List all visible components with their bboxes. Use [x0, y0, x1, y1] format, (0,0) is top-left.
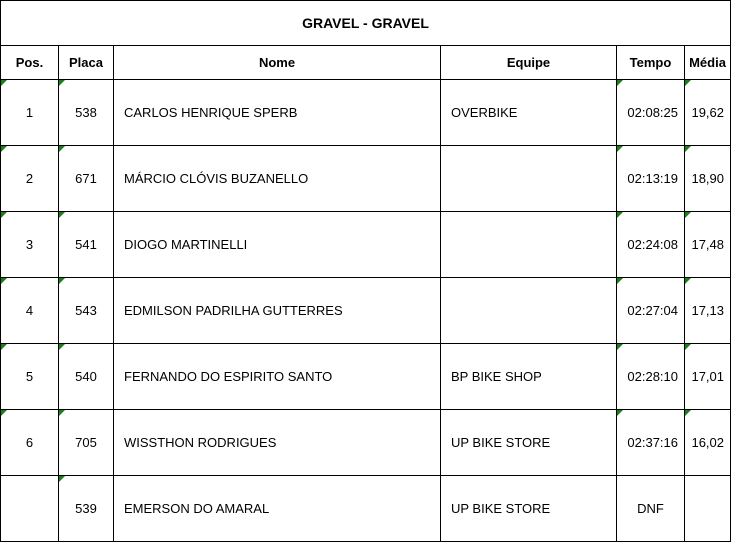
cell-nome: FERNANDO DO ESPIRITO SANTO [114, 344, 441, 410]
cell-equipe: OVERBIKE [441, 80, 617, 146]
cell-equipe: UP BIKE STORE [441, 476, 617, 542]
cell-pos: 5 [1, 344, 59, 410]
header-equipe: Equipe [441, 46, 617, 80]
cell-tempo: 02:08:25 [617, 80, 685, 146]
cell-media: 17,01 [685, 344, 731, 410]
cell-media: 19,62 [685, 80, 731, 146]
cell-placa: 671 [59, 146, 114, 212]
cell-media: 18,90 [685, 146, 731, 212]
cell-equipe [441, 146, 617, 212]
table-row [1, 476, 731, 542]
table-row [1, 212, 731, 278]
cell-placa: 705 [59, 410, 114, 476]
cell-pos: 4 [1, 278, 59, 344]
table-title: GRAVEL - GRAVEL [1, 1, 731, 46]
table-row [1, 278, 731, 344]
header-media: Média [685, 46, 731, 80]
cell-media: 16,02 [685, 410, 731, 476]
cell-pos: 3 [1, 212, 59, 278]
header-placa: Placa [59, 46, 114, 80]
cell-tempo: DNF [617, 476, 685, 542]
cell-tempo: 02:13:19 [617, 146, 685, 212]
cell-placa: 538 [59, 80, 114, 146]
cell-tempo: 02:24:08 [617, 212, 685, 278]
cell-equipe [441, 278, 617, 344]
cell-nome: DIOGO MARTINELLI [114, 212, 441, 278]
header-pos: Pos. [1, 46, 59, 80]
cell-media: 17,48 [685, 212, 731, 278]
cell-media: 17,13 [685, 278, 731, 344]
table-row [1, 80, 731, 146]
table-row [1, 146, 731, 212]
cell-pos: 6 [1, 410, 59, 476]
cell-placa: 539 [59, 476, 114, 542]
cell-equipe: UP BIKE STORE [441, 410, 617, 476]
cell-nome: MÁRCIO CLÓVIS BUZANELLO [114, 146, 441, 212]
cell-media [685, 476, 731, 542]
cell-tempo: 02:37:16 [617, 410, 685, 476]
cell-pos [1, 476, 59, 542]
header-nome: Nome [114, 46, 441, 80]
cell-placa: 540 [59, 344, 114, 410]
cell-nome: EMERSON DO AMARAL [114, 476, 441, 542]
table-row [1, 344, 731, 410]
header-tempo: Tempo [617, 46, 685, 80]
cell-placa: 543 [59, 278, 114, 344]
cell-equipe: BP BIKE SHOP [441, 344, 617, 410]
cell-tempo: 02:27:04 [617, 278, 685, 344]
cell-equipe [441, 212, 617, 278]
cell-nome: EDMILSON PADRILHA GUTTERRES [114, 278, 441, 344]
table-row [1, 410, 731, 476]
cell-pos: 1 [1, 80, 59, 146]
cell-placa: 541 [59, 212, 114, 278]
cell-pos: 2 [1, 146, 59, 212]
cell-nome: WISSTHON RODRIGUES [114, 410, 441, 476]
cell-nome: CARLOS HENRIQUE SPERB [114, 80, 441, 146]
cell-tempo: 02:28:10 [617, 344, 685, 410]
